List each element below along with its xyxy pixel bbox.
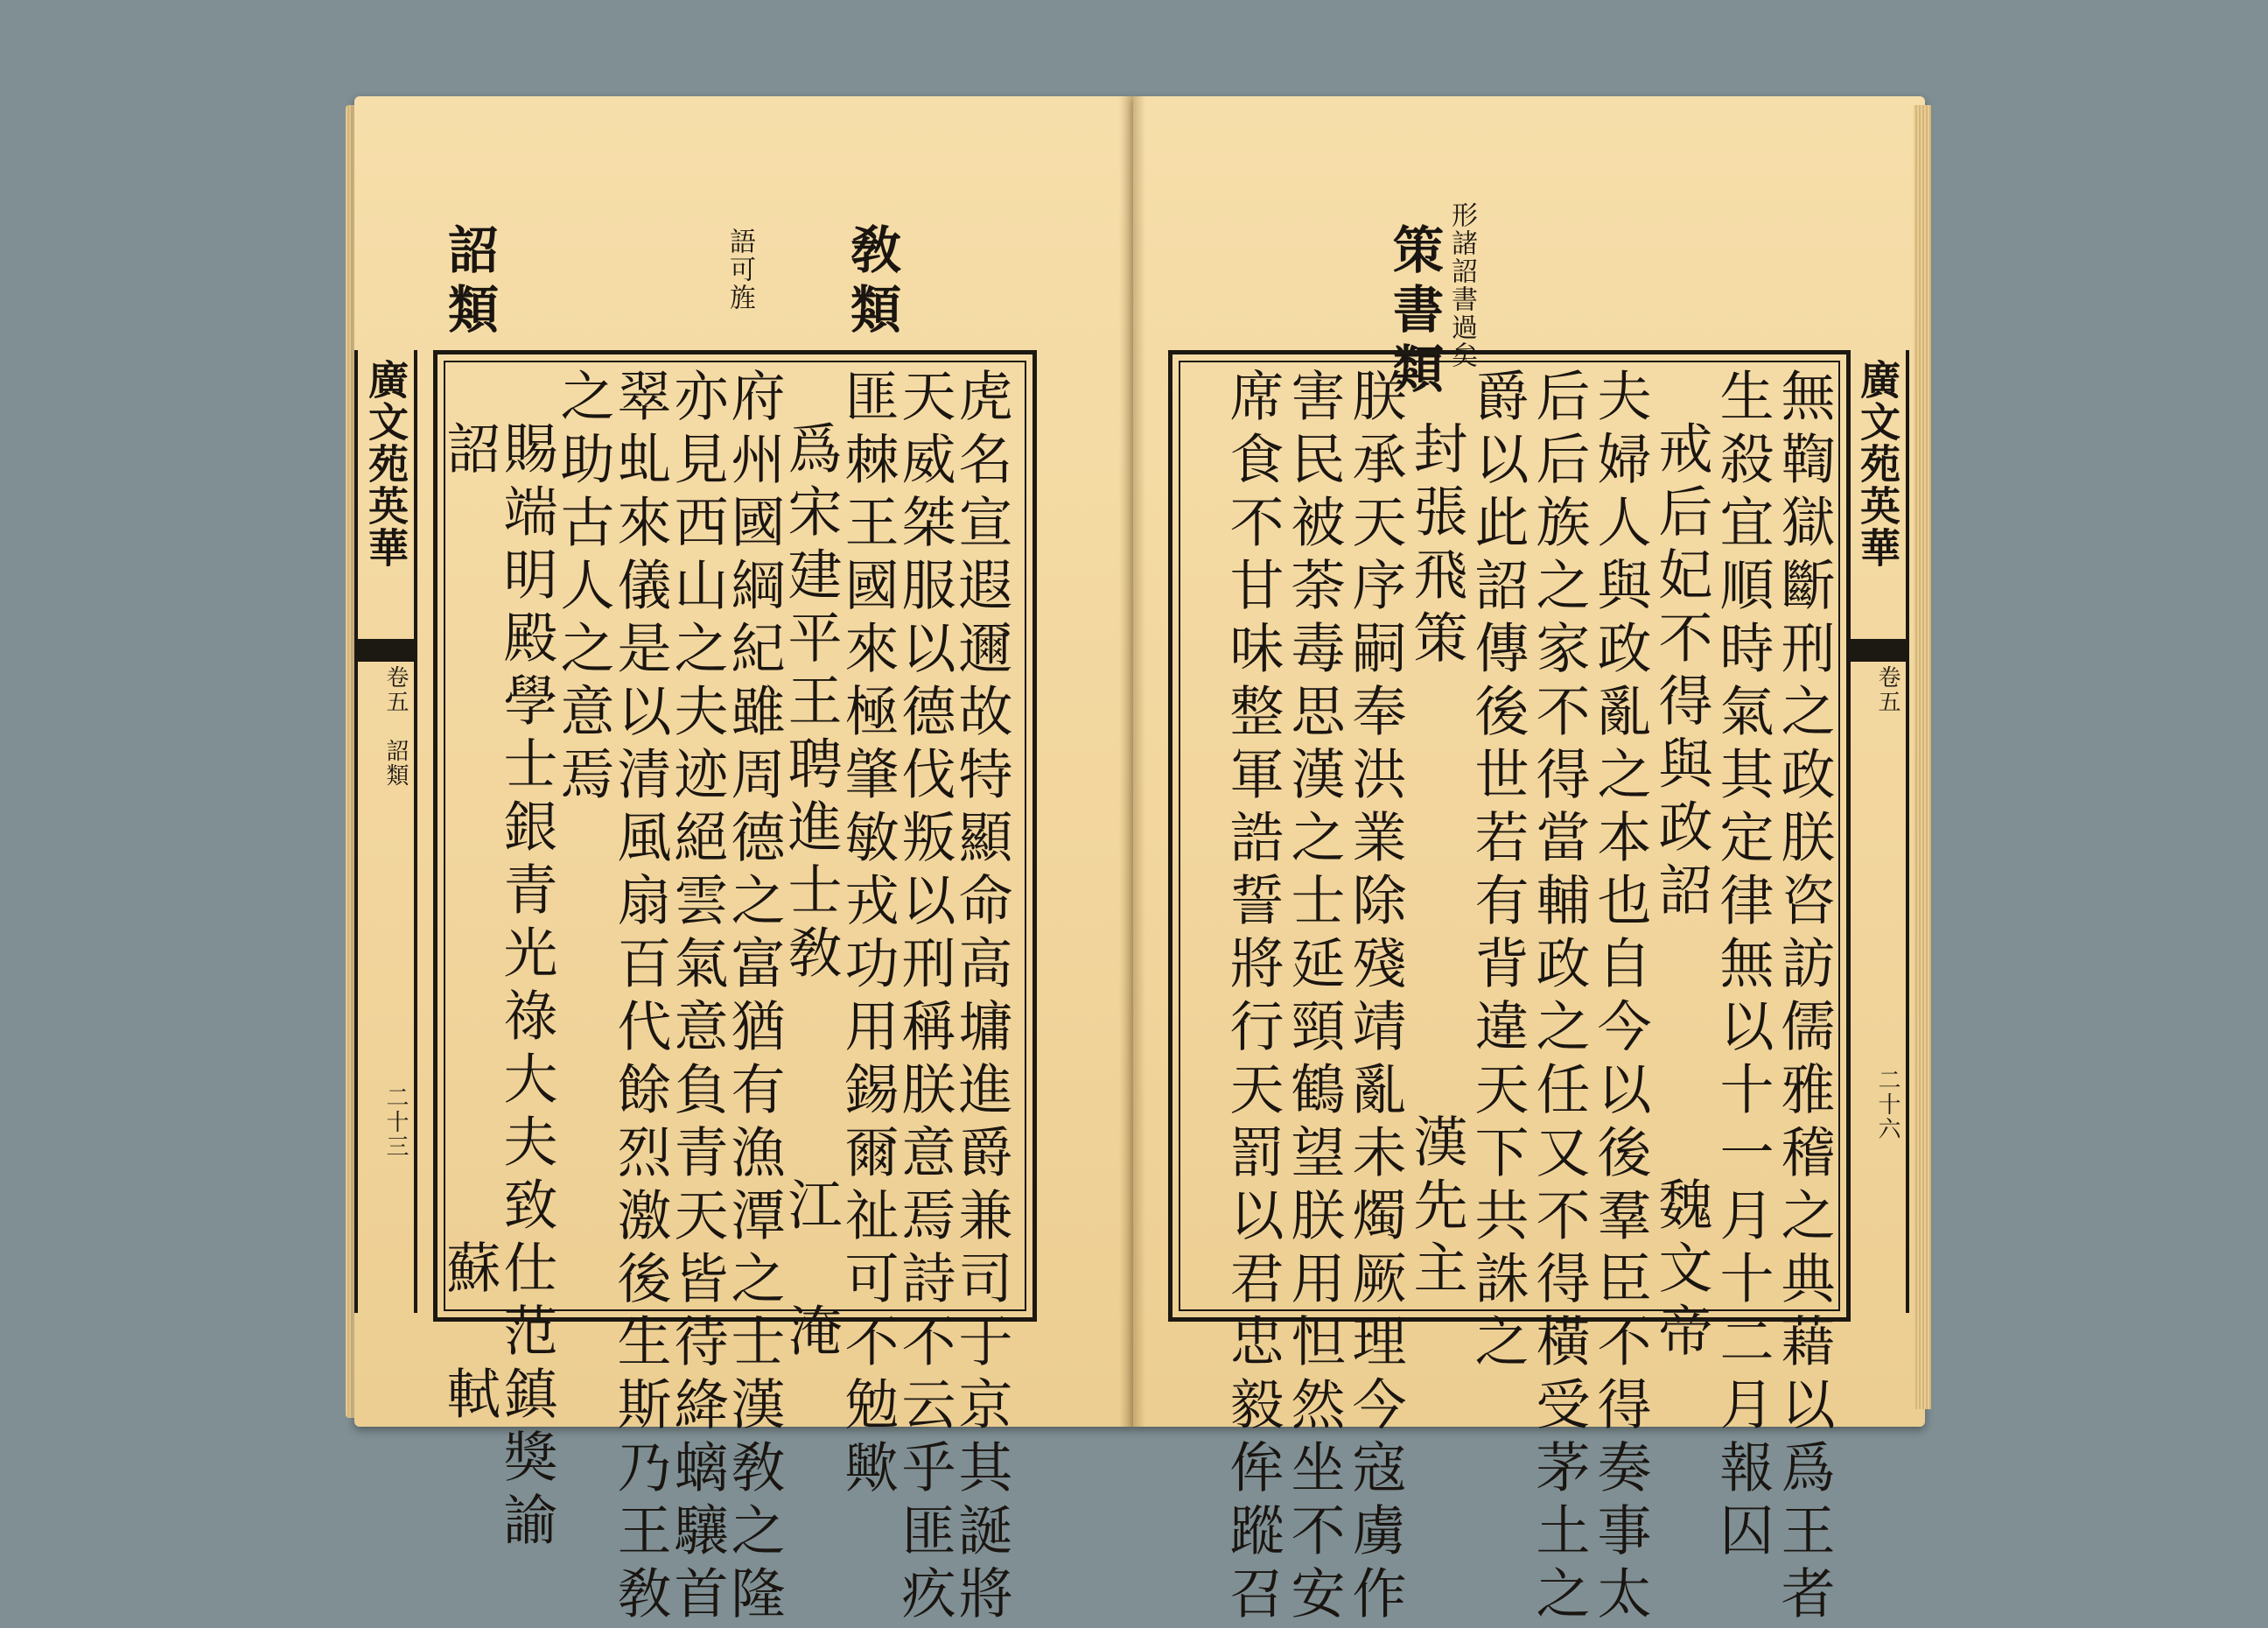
text-column: 戒后妃不得與政詔 魏文帝 <box>1649 420 1713 1365</box>
page-edges-right <box>1914 105 1931 1409</box>
banxin-fish-tail <box>358 639 414 662</box>
margin-heading-decree: 策書類 <box>1384 223 1444 402</box>
banxin-fish-tail <box>1850 639 1906 662</box>
text-column: 朕承天序嗣奉洪業除殘靖亂未燭厥理今寇虜作 <box>1343 368 1407 1628</box>
text-column: 翠虬來儀是以清風扇百代餘烈激後生斯乃王敎 <box>608 368 672 1628</box>
text-column: 封張飛策 漢先主 <box>1404 420 1468 1302</box>
text-column: 生殺宜順時氣其定律無以十一月十二月報囚 <box>1711 368 1774 1565</box>
margin-heading-instruction: 敎類 <box>842 223 901 342</box>
text-column: 無鞫獄斷刑之政朕咨訪儒雅稽之典藉以爲王者 <box>1772 368 1836 1628</box>
text-column: 天威桀服以德伐叛以刑稱朕意焉詩不云乎匪疚 <box>892 368 956 1628</box>
margin-note: 形諸詔書過矣 <box>1446 201 1477 369</box>
text-column: 夫婦人與政亂之本也自今以後羣臣不得奏事太 <box>1588 368 1652 1628</box>
banxin-page-number: 二十六 <box>1874 1068 1900 1141</box>
margin-heading-edict: 詔類 <box>439 223 499 342</box>
text-column: 詔 蘇 軾 <box>438 420 501 1428</box>
left-banxin <box>354 350 417 1313</box>
book <box>354 88 1925 1628</box>
text-column: 害民被荼毒思漢之士延頸鶴望朕用怛然坐不安 <box>1282 368 1346 1628</box>
text-column: 爲宋建平王聘進士敎 江 淹 <box>779 420 843 1365</box>
text-column: 匪棘王國來極肇敏戎功用錫爾祉可不勉歟 <box>836 368 900 1502</box>
banxin-title: 廣文苑英華 <box>1854 359 1901 569</box>
text-column: 亦見西山之夫迹絕雲氣意負青天皆待絳螭驤首 <box>665 368 729 1628</box>
banxin-volume: 卷五 <box>1874 665 1900 714</box>
text-column: 后后族之家不得當輔政之任又不得橫受茅土之 <box>1527 368 1591 1628</box>
text-column: 虎名宣遐邇故特顯命高墉進爵兼司于京其誕將 <box>949 368 1013 1628</box>
banxin-volume: 卷五 詔類 <box>382 665 409 788</box>
text-column: 席食不甘味整軍誥誓將行天罰以君忠毅侔蹤召 <box>1221 368 1284 1628</box>
text-column: 府州國綱紀雖周德之富猶有漁潭之士漢敎之隆 <box>722 368 786 1628</box>
right-banxin <box>1846 350 1909 1313</box>
text-column: 之助古人之意焉 <box>551 368 615 809</box>
book-gutter <box>1119 96 1145 1427</box>
margin-note: 語可旌 <box>724 228 755 312</box>
text-column: 爵以此詔傳後世若有背違天下共誅之 <box>1466 368 1530 1376</box>
banxin-page-number: 二十三 <box>382 1085 409 1159</box>
text-column: 賜端明殿學士銀青光祿大夫致仕范鎮獎諭 <box>494 420 558 1554</box>
banxin-title: 廣文苑英華 <box>362 359 410 569</box>
